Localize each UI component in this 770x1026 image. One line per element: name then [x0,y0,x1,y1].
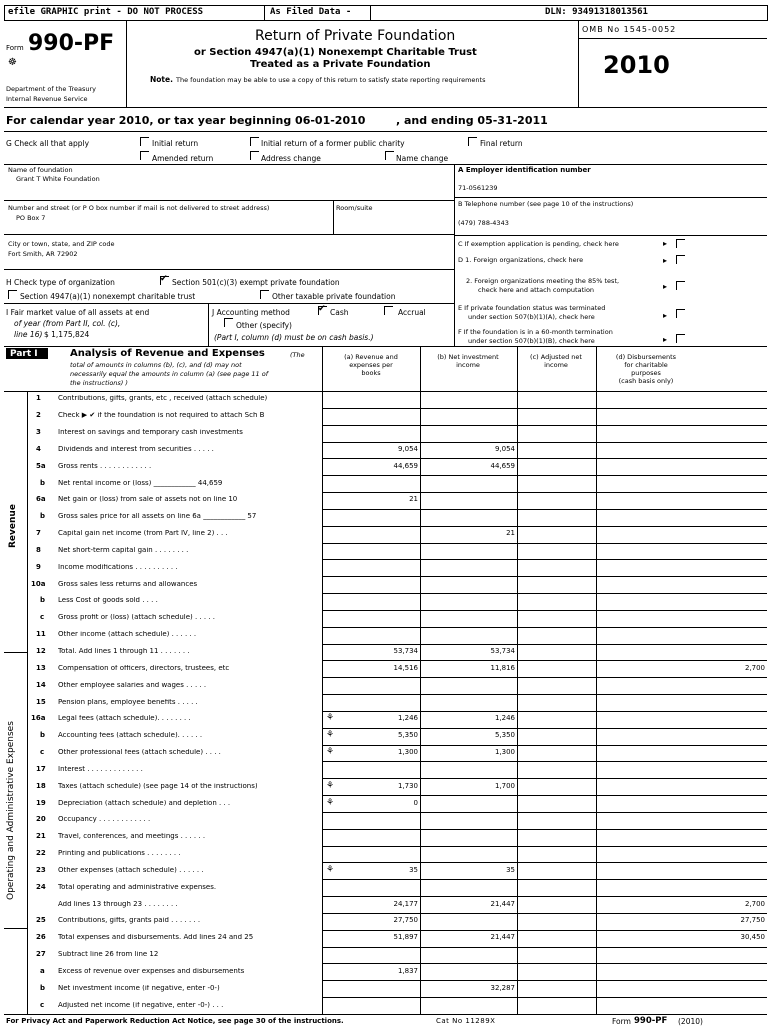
row-number: 27 [36,950,46,959]
row-number: b [40,512,46,521]
row-label: Subtract line 26 from line 12 [58,951,159,959]
row-number: b [40,478,46,487]
address-change-checkbox[interactable] [250,151,259,160]
row-label: Total. Add lines 1 through 11 . . . . . . . [58,647,190,655]
row-label: Check ▶ ✔ if the foundation is not required to attach Sch B [58,412,265,420]
row-value-d: 27,750 [740,916,765,925]
row-value-a: 21 [409,495,418,504]
row-number: 1 [36,394,41,403]
row-label: Less Cost of goods sold . . . . [58,597,158,605]
footer-form: 990-PF [634,1016,668,1026]
amended-return-checkbox[interactable] [140,151,149,160]
row-value-a: 24,177 [393,899,418,908]
row-number: 25 [36,916,46,925]
col_c-line: (c) Adjusted net [530,353,582,361]
calendar-year-line: For calendar year 2010, or tax year beginning 06-01-2010 [6,114,366,127]
row-value-a: 53,734 [393,646,418,655]
i-label3: line 16) [14,330,43,339]
banner-left: efile GRAPHIC print - DO NOT PROCESS [8,7,204,17]
h-opt3-label: Other taxable private foundation [272,292,396,301]
part-title-note: (The [290,351,305,359]
row-value-b: 21,447 [490,899,515,908]
e-label-1: E If private foundation status was terminated [458,304,606,312]
footer-year: (2010) [678,1017,703,1026]
accrual-label: Accrual [398,308,426,317]
col_d-line: (cash basis only) [618,377,674,385]
row-label: Gross sales price for all assets on line 6a ____________ 57 [58,513,257,521]
row-number: 13 [36,663,46,672]
row-value-a: 5,350 [397,731,418,740]
d2-label-2: check here and attach computation [478,286,595,294]
form-subtitle1: or Section 4947(a)(1) Nonexempt Charitable Trust [194,47,477,58]
banner-mid: As Filed Data - [270,7,352,17]
form-prefix: Form [6,44,24,52]
attachment-icon[interactable]: ⚘ [326,864,335,875]
row-value-a: 0 [413,798,418,807]
row-label: Add lines 13 through 23 . . . . . . . . [58,900,178,908]
attachment-icon[interactable]: ⚘ [326,780,335,791]
row-number: 19 [36,798,46,807]
phone-label: B Telephone number (see page 10 of the instructions) [458,200,634,208]
h-opt2-label: Section 4947(a)(1) nonexempt charitable trust [20,292,196,301]
final-return-checkbox[interactable] [468,137,477,146]
efile-icon: ☸ [8,57,17,68]
row-value-b: 5,350 [494,731,515,740]
h-4947-checkbox[interactable] [8,290,17,299]
row-label: Excess of revenue over expenses and disbursements [58,967,245,975]
row-number: 4 [36,444,41,453]
row-value-d: 30,450 [740,933,765,942]
row-number: 6a [36,495,46,504]
row-value-a: 1,837 [397,966,418,975]
row-number: 16a [31,714,46,723]
row-value-a: 35 [409,865,418,874]
initial-former-label: Initial return of a former public charity [261,139,405,148]
col_c-line: income [544,361,568,369]
form-subtitle2: Treated as a Private Foundation [250,59,431,70]
row-label: Other income (attach schedule) . . . . . . [58,631,197,639]
h-label: H Check type of organization [6,278,115,287]
row-value-a: 9,054 [397,444,418,453]
j-label: J Accounting method [212,308,290,317]
row-number: 24 [36,882,46,891]
f-arrow-icon: ▸ [663,335,668,344]
col_a-line: expenses per [349,361,393,369]
attachment-icon[interactable]: ⚘ [326,713,335,724]
row-number: b [40,983,46,992]
row-number: 20 [36,815,46,824]
row-label: Other professional fees (attach schedule) . . . . [58,749,221,756]
row-label: Net short-term capital gain . . . . . . . . [58,546,189,554]
row-label: Other expenses (attach schedule) . . . . . . [58,866,204,874]
row-label: Compensation of officers, directors, trustees, etc [58,664,230,672]
row-value-a: 1,246 [397,714,418,723]
row-number: 15 [36,697,46,706]
initial-former-checkbox[interactable] [250,137,259,146]
row-number: 2 [36,411,41,420]
foundation-name: Grant T White Foundation [16,175,100,183]
row-number: 10a [31,579,46,588]
row-number: 5a [36,461,46,470]
footer-form-prefix: Form [612,1017,631,1026]
note-label: Note. [150,75,173,84]
omb-number: OMB No 1545-0052 [582,25,677,34]
col_a-line: (a) Revenue and [344,353,398,361]
attachment-icon[interactable]: ⚘ [326,747,335,757]
accrual-checkbox[interactable] [384,306,393,315]
row-value-a: 14,516 [393,663,418,672]
row-label: Other employee salaries and wages . . . . . [58,681,207,689]
row-value-a: 1,730 [397,781,418,790]
row-label: Dividends and interest from securities . . . . . [58,445,214,453]
tax-year: 2010 [603,51,670,79]
row-number: c [40,1000,45,1009]
footer-cat: Cat No 11289X [436,1017,496,1025]
g-label: G Check all that apply [6,139,90,148]
row-label: Capital gain net income (from Part IV, line 2) . . . [58,530,228,538]
col_b-line: income [456,361,480,369]
row-label: Taxes (attach schedule) (see page 14 of the instructions) [58,782,258,790]
row-value-a: 51,897 [393,933,418,942]
i-label2: of year (from Part II, col. (c), [14,319,121,328]
row-value-b: 9,054 [494,444,515,453]
row-number: 18 [36,781,46,790]
row-number: 8 [36,545,41,554]
row-label: Interest . . . . . . . . . . . . . [58,765,143,773]
name-change-label: Name change [396,154,449,163]
street-value: PO Box 7 [16,214,46,222]
row-number: b [40,731,46,740]
row-value-b: 1,700 [494,781,515,790]
row-label: Accounting fees (attach schedule). . . . . . [58,732,203,740]
c-label: C If exemption application is pending, check here [458,240,619,248]
row-label: Legal fees (attach schedule). . . . . . . . [58,715,191,723]
form-number: 990-PF [28,31,115,56]
part-desc1: total of amounts in columns (b), (c), and (d) may not [70,361,242,369]
e-arrow-icon: ▸ [663,311,668,320]
f-label-2: under section 507(b)(1)(B), check here [468,337,595,345]
row-label: Pension plans, employee benefits . . . . . [58,698,198,706]
row-value-b: 44,659 [490,461,515,470]
row-value-b: 1,300 [494,748,515,756]
row-label: Adjusted net income (if negative, enter -0-) . . . [58,1001,224,1009]
row-label: Depreciation (attach schedule) and depletion . . . [58,799,231,807]
part-label: Part I [10,349,38,359]
side-label-revenue: Revenue [8,504,18,548]
phone-value: (479) 788-4343 [458,219,509,227]
row-value-b: 32,287 [490,983,515,992]
part-desc3: the instructions) ) [70,379,128,387]
row-label: Income modifications . . . . . . . . . . [58,563,178,571]
row-number: 22 [36,849,46,858]
side-label-expenses: Operating and Administrative Expenses [6,721,16,900]
footer-privacy: For Privacy Act and Paperwork Reduction Act Notice, see page 30 of the instructions. [6,1017,344,1025]
row-number: 26 [36,933,46,942]
fmv-value: $ 1,175,824 [44,330,90,339]
row-value-a: 27,750 [393,916,418,925]
row-label: Travel, conferences, and meetings . . . . . . [58,833,206,841]
row-number: c [40,748,45,756]
attachment-icon[interactable]: ⚘ [326,797,335,808]
city-label: City or town, state, and ZIP code [8,240,115,248]
row-value-b: 53,734 [490,646,515,655]
row-label: Net gain or (loss) from sale of assets not on line 10 [58,496,238,504]
row-label: Total operating and administrative expenses. [58,883,217,891]
row-value-b: 11,816 [490,663,515,672]
row-label: Occupancy . . . . . . . . . . . . [58,816,151,824]
row-value-b: 21,447 [490,933,515,942]
e-label-2: under section 507(b)(1)(A), check here [468,313,595,321]
name-label: Name of foundation [8,166,73,174]
row-value-b: 21 [506,529,515,538]
ein-label: A Employer identification number [458,166,591,174]
banner-dln: DLN: 93491318013561 [545,7,648,17]
row-label: Printing and publications . . . . . . . . [58,850,181,858]
row-number: b [40,596,46,605]
final-return-label: Final return [480,139,523,148]
note-text: The foundation may be able to use a copy of this return to satisfy state reporting requirements [176,76,486,84]
row-number: c [40,613,45,622]
calendar-ending: , and ending 05-31-2011 [396,114,548,127]
c-checkbox[interactable] [676,239,685,248]
row-value-b: 1,246 [494,714,515,723]
row-value-a: 44,659 [393,461,418,470]
row-number: 12 [36,646,46,655]
initial-return-checkbox[interactable] [140,137,149,146]
form-title: Return of Private Foundation [255,28,456,44]
h-501c3-checkbox[interactable] [160,276,169,285]
row-label: Gross rents . . . . . . . . . . . . [58,462,152,470]
row-number: 14 [36,680,46,689]
cash-checkbox[interactable] [318,306,327,315]
row-number: 11 [36,630,46,639]
row-number: 7 [36,529,41,538]
part-title: Analysis of Revenue and Expenses [70,348,265,359]
row-number: 3 [36,428,41,437]
row-number: 23 [36,865,46,874]
d2-checkbox[interactable] [676,281,685,290]
row-label: Gross profit or (loss) (attach schedule) . . . . . [58,614,216,622]
row-label: Net rental income or (loss) ____________ 44,659 [58,479,223,487]
row-label: Net investment income (if negative, enter -0-) [58,984,220,992]
room-label: Room/suite [336,204,373,212]
c-arrow-icon: ▸ [663,239,668,248]
row-value-b: 35 [506,865,515,874]
row-label: Gross sales less returns and allowances [58,580,198,588]
part-desc2: necessarily equal the amounts in column (a) (see page 11 of [70,370,269,378]
row-label: Contributions, gifts, grants, etc , received (attach schedule) [58,395,268,403]
attachment-icon[interactable]: ⚘ [326,730,335,741]
ein-value: 71-0561239 [458,184,498,192]
row-number: 9 [36,562,41,571]
d1-label: D 1. Foreign organizations, check here [458,256,584,264]
h-opt1-label: Section 501(c)(3) exempt private foundation [172,278,340,287]
d2-arrow-icon: ▸ [663,282,668,291]
i-label1: I Fair market value of all assets at end [6,308,150,317]
col_d-line: purposes [631,369,661,377]
d1-checkbox[interactable] [676,255,685,264]
row-value-d: 2,700 [744,899,765,908]
e-checkbox[interactable] [676,309,685,318]
f-checkbox[interactable] [676,334,685,343]
row-label: Total expenses and disbursements. Add lines 24 and 25 [58,934,254,942]
street-label: Number and street (or P O box number if mail is not delivered to street address) [8,204,270,212]
col_d-line: for charitable [624,361,668,369]
row-label: Interest on savings and temporary cash investments [58,429,243,437]
row-label: Contributions, gifts, grants paid . . . . . . . [58,917,201,925]
h-other-checkbox[interactable] [260,290,269,299]
row-value-a: 1,300 [397,748,418,756]
d2-label-1: 2. Foreign organizations meeting the 85% test, [466,277,620,285]
cash-label: Cash [330,308,349,317]
name-change-checkbox[interactable] [385,151,394,160]
other-method-checkbox[interactable] [224,318,233,327]
row-number: 21 [36,832,46,841]
col_b-line: (b) Net investment [437,353,499,361]
dept-line2: Internal Revenue Service [6,95,88,103]
dept-line1: Department of the Treasury [6,85,97,93]
row-number: a [40,966,45,975]
row-number: 17 [36,764,46,773]
amended-return-label: Amended return [152,154,214,163]
initial-return-label: Initial return [152,139,199,148]
row-value-d: 2,700 [744,663,765,672]
address-change-label: Address change [261,154,321,163]
city-value: Fort Smith, AR 72902 [8,250,78,258]
f-label-1: F If the foundation is in a 60-month termination [458,328,613,336]
d1-arrow-icon: ▸ [663,256,668,265]
col_d-line: (d) Disbursements [615,353,677,361]
j-note: (Part I, column (d) must be on cash basis.) [214,333,374,342]
other-method-label: Other (specify) [236,321,292,330]
col_a-line: books [361,369,381,377]
